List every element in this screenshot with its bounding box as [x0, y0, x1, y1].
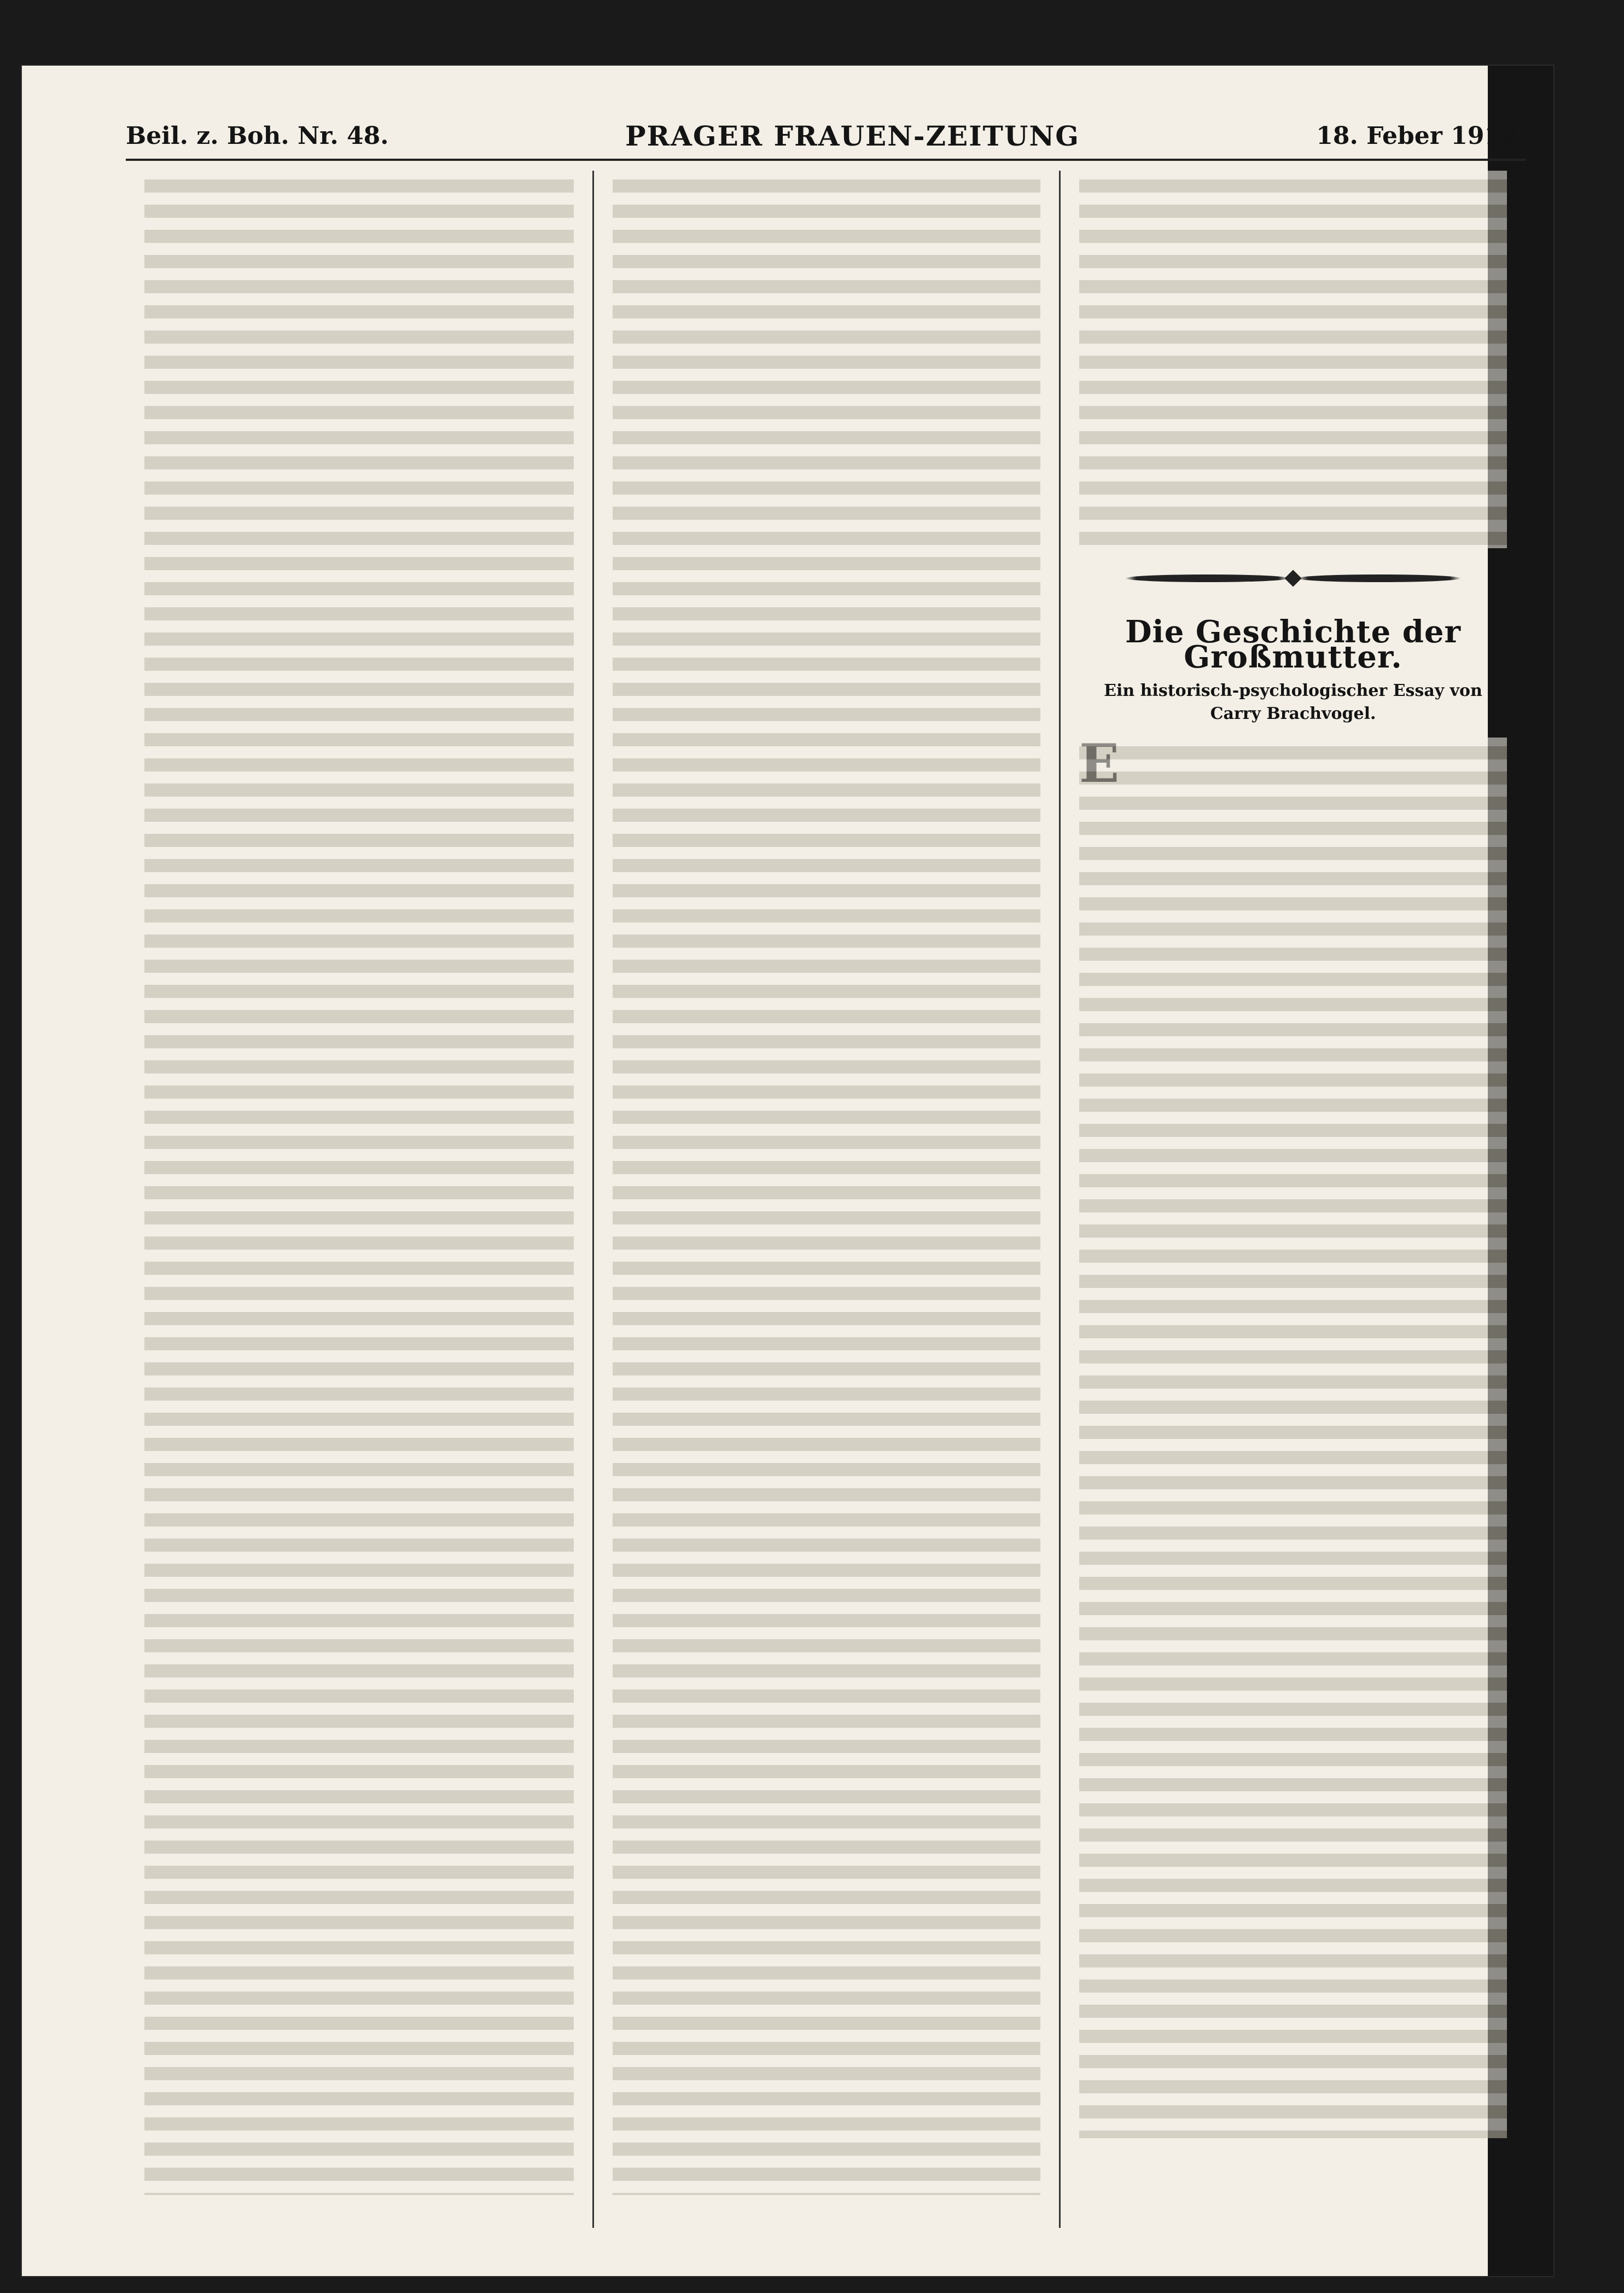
article-text-block — [1079, 738, 1507, 2138]
column-3 — [1059, 171, 1526, 2228]
paper-name: PRAGER FRAUEN-ZEITUNG — [625, 119, 1080, 152]
column-1 — [126, 171, 592, 2228]
ornament-swash-left — [1125, 574, 1289, 582]
column-2 — [592, 171, 1059, 2228]
masthead — [126, 114, 1526, 158]
ornament-swash-right — [1297, 574, 1461, 582]
article-byline: Ein historisch-psychologischer Essay von Carry Brachvogel. — [1104, 681, 1482, 723]
article-title: Die Geschichte der Großmutter. — [1125, 614, 1462, 675]
newspaper-page — [22, 66, 1553, 2276]
masthead-rule — [126, 159, 1526, 161]
column-3-top-text-block — [1079, 171, 1507, 548]
column-2-text-block — [613, 171, 1040, 2195]
column-1-text-block — [144, 171, 574, 2195]
issue-date: 18. Feber 1912. — [1316, 121, 1526, 150]
article-body — [1079, 738, 1507, 2138]
ornament-diamond — [1284, 570, 1301, 587]
issue-number: Beil. z. Boh. Nr. 48. — [126, 121, 389, 150]
section-ornament — [1079, 554, 1507, 603]
text-columns — [126, 171, 1526, 2228]
